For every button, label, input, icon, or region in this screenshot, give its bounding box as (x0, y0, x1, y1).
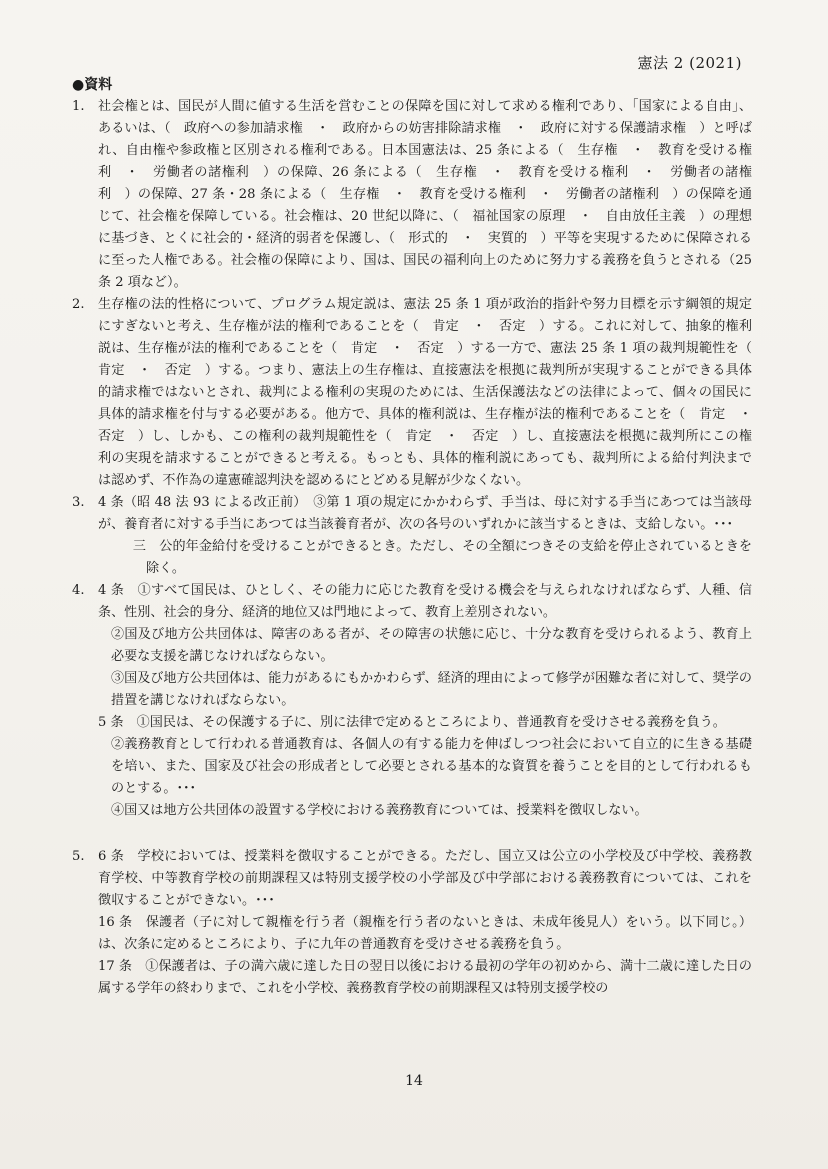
paragraph: ②義務教育として行われる普通教育は、各個人の有する能力を伸ばしつつ社会において自立的に生きる基礎を培い、また、国家及び社会の形成者として必要とされる基本的な資質を養うことを目的として行われるものとする。･･･ (111, 737, 752, 796)
list-item-5 (72, 846, 752, 1000)
paragraph: 5 条 ①国民は、その保護する子に、別に法律で定めるところにより、普通教育を受けさせる義務を負う。 (98, 715, 726, 730)
paragraph: 4 条（昭 48 法 93 による改正前） ③第 1 項の規定にかかわらず、手当は、母に対する手当にあつては当該母が、養育者に対する手当にあつては当該養育者が、次の各号のいずれかに該当するときは、支給しない。･･･ (98, 495, 752, 532)
list-item-3 (72, 492, 752, 580)
list-item-2 (72, 294, 766, 492)
paragraph: ②国及び地方公共団体は、障害のある者が、その障害の状態に応じ、十分な教育を受けられるよう、教育上必要な支援を講じなければならない。 (111, 627, 752, 664)
paragraph: ③国及び地方公共団体は、能力があるにもかかわらず、経済的理由によって修学が困難な者に対して、奨学の措置を講じなければならない。 (111, 671, 752, 708)
item-number: 3. (72, 495, 85, 510)
page-number: 14 (405, 1073, 423, 1089)
paragraph: 16 条 保護者（子に対して親権を行う者（親権を行う者のないときは、未成年後見人）をいう。以下同じ。）は、次条に定めるところにより、子に九年の普通教育を受けさせる義務を負う。 (98, 915, 752, 952)
paragraph: 6 条 学校においては、授業料を徴収することができる。ただし、国立又は公立の小学校及び中学校、義務教育学校、中等教育学校の前期課程又は特別支援学校の小学部及び中学部における義務教育については、これを徴収することができない。･･･ (98, 849, 752, 908)
paragraph: 4 条 ①すべて国民は、ひとしく、その能力に応じた教育を受ける機会を与えられなければならず、人種、信条、性別、社会的身分、経済的地位又は門地によって、教育上差別されない。 (98, 583, 752, 620)
paragraph: ④国又は地方公共団体の設置する学校における義務教育については、授業料を徴収しない。 (111, 803, 648, 818)
document-body (72, 96, 766, 1000)
paragraph: 17 条 ①保護者は、子の満六歳に達した日の翌日以後における最初の学年の初めから、満十二歳に達した日の属する学年の終わりまで、これを小学校、義務教育学校の前期課程又は特別支援学校の (98, 959, 752, 996)
section-heading: ●資料 (72, 77, 113, 93)
item-number: 4. (72, 583, 85, 598)
item-number: 5. (72, 849, 85, 864)
list-item-1 (72, 96, 752, 294)
sub-clause: 三 公的年金給付を受けることができるとき。ただし、その全額につきその支給を停止されているときを除く。 (132, 539, 752, 576)
paragraph: 生存権の法的性格について、プログラム規定説は、憲法 25 条 1 項が政治的指針や努力目標を示す綱領的規定にすぎないと考え、生存権が法的権利であることを（ 肯定 ・ 否定 ）する。これに対して、抽象的権利説は、生存権が法的権利であることを（ 肯定 ・ 否定 ）する一方で、憲法 25 条 1 項の裁判規範性を（ 肯定 ・ 否定 ）する。つまり、憲法上の生存権は、直接憲法を根拠に裁判所が実現することができる具体的請求権ではないとされ、裁判による権利の実現のためには、生活保護法などの法律によって、個々の国民に具体的請求権を付与する必要がある。他方で、具体的権利説は、生存権が法的権利であることを（ 肯定 ・ 否定 ）し、しかも、この権利の裁判規範性を（ 肯定 ・ 否定 ）し、直接憲法を根拠に裁判所にこの権利の実現を請求することができると考える。もっとも、具体的権利説にあっても、裁判所による給付判決までは認めず、不作為の違憲確認判決を認めるにとどめる見解が少なくない。 (98, 297, 766, 488)
course-header: 憲法 2 (2021) (637, 54, 742, 72)
list-item-4 (72, 580, 752, 822)
spacer (72, 822, 752, 846)
item-number: 1. (72, 99, 85, 114)
paragraph: 社会権とは、国民が人間に値する生活を営むことの保障を国に対して求める権利であり、「国家による自由」、あるいは、（ 政府への参加請求権 ・ 政府からの妨害排除請求権 ・ 政府に対する保護請求権 ）と呼ばれ、自由権や参政権と区別される権利である。日本国憲法は、25 条による（ 生存権 ・ 教育を受ける権利 ・ 労働者の諸権利 ）の保障、26 条による（ 生存権 ・ 教育を受ける権利 ・ 労働者の諸権利 ）の保障、27 条・28 条による（ 生存権 ・ 教育を受ける権利 ・ 労働者の諸権利 ）の保障を通じて、社会権を保障している。社会権は、20 世紀以降に、（ 福祉国家の原理 ・ 自由放任主義 ）の理想に基づき、とくに社会的・経済的弱者を保護し、（ 形式的 ・ 実質的 ）平等を実現するために保障されるに至った人権である。社会権の保障により、国は、国民の福利向上のために努力する義務を負うとされる（25 条 2 項など）。 (98, 99, 752, 290)
item-number: 2. (72, 297, 85, 312)
